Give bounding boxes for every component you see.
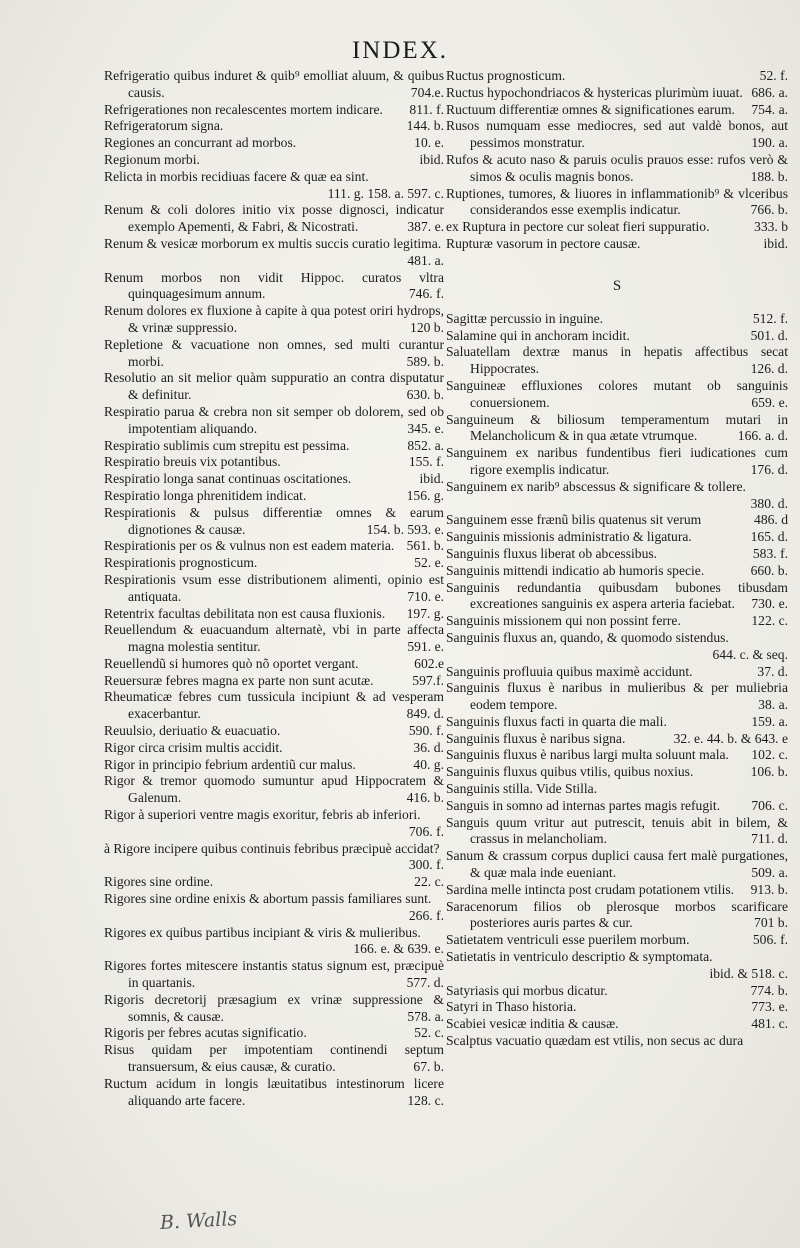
index-entry: [104, 118, 444, 135]
page-reference: 706. f.: [408, 823, 444, 839]
index-entry: [104, 622, 444, 656]
entry-text: Respirationis vsum esse distributionem alimenti, opinio est antiquata.: [104, 571, 444, 604]
page-reference: 102. c.: [751, 747, 788, 763]
index-entry: [446, 563, 788, 580]
index-entry: [104, 337, 444, 371]
page-reference: 686. a.: [751, 84, 788, 100]
index-entry: [104, 992, 444, 1026]
entry-text: Sanguineæ effluxiones colores mutant ob sanguinis conuersionem.: [446, 377, 788, 410]
entry-text: Sanguis quum vritur aut putrescit, tenuis abit in bilem, & crassus in melancholiam.: [446, 814, 788, 847]
index-entry: [446, 983, 788, 1000]
index-entry: [446, 118, 788, 152]
entry-text: Sanguinis fluxus è naribus signa.: [446, 730, 626, 746]
index-entry: [104, 807, 444, 841]
index-entry: [446, 546, 788, 563]
entry-text: Rigor & tremor quomodo sumuntur apud Hippocratem & Galenum.: [104, 773, 444, 806]
page-reference: 746. f.: [408, 286, 444, 302]
page-reference: 486. d: [754, 512, 788, 528]
page-reference: 481. a.: [407, 252, 444, 268]
index-entry: [446, 764, 788, 781]
page-reference: 852. a.: [407, 437, 444, 453]
page-reference: 166. e. & 639. e.: [353, 941, 444, 957]
index-entry: [446, 899, 788, 933]
index-entry: [446, 747, 788, 764]
page-reference: 506. f.: [752, 932, 788, 948]
index-entry: [446, 412, 788, 446]
entry-text: Rigores sine ordine enixis & abortum passis familiares sunt.: [104, 891, 432, 907]
left-column: [104, 68, 444, 1109]
right-column: [446, 68, 788, 1050]
page-reference: 120 b.: [410, 319, 444, 335]
entry-text: Rigor in principio febrium ardentiũ cur malus.: [104, 756, 356, 772]
entry-text: Regiones an concurrant ad morbos.: [104, 135, 297, 151]
entry-text: ex Ruptura in pectore cur soleat fieri suppuratio.: [446, 219, 710, 235]
index-entry: [104, 404, 444, 438]
page-reference: ibid.: [419, 471, 444, 487]
page-reference: 630. b.: [406, 387, 444, 403]
index-entry: [446, 630, 788, 664]
page-reference: ibid.: [763, 235, 788, 251]
index-entry: [104, 757, 444, 774]
entry-text: Respiratio parua & crebra non sit semper ob dolorem, sed ob impotentiam aliquando.: [104, 403, 444, 436]
entry-text: Sanguinis missionem qui non possint ferre.: [446, 613, 681, 629]
page-reference: 32. e. 44. b. & 643. e: [673, 730, 788, 746]
page-reference: 106. b.: [750, 764, 788, 780]
r-entries: [446, 68, 788, 253]
entry-text: Rigores sine ordine.: [104, 874, 214, 890]
index-entry: [446, 85, 788, 102]
entry-text: Saluatellam dextræ manus in hepatis affectibus secat Hippocrates.: [446, 344, 788, 377]
page-reference: 730. e.: [751, 596, 788, 612]
index-entry: [104, 135, 444, 152]
index-entry: [104, 673, 444, 690]
entry-text: Risus quidam per impotentiam continendi septum transuersum, & eius causæ, & curatio.: [104, 1042, 444, 1075]
page-reference: 37. d.: [757, 663, 788, 679]
index-entry: [104, 1042, 444, 1076]
index-entry: [446, 152, 788, 186]
entry-text: Satyriasis qui morbus dicatur.: [446, 982, 608, 998]
entry-text: Sanguinis stilla. Vide Stilla.: [446, 781, 598, 797]
index-entry: [446, 848, 788, 882]
page-reference: 159. a.: [751, 713, 788, 729]
entry-text: Scabiei vesicæ inditia & causæ.: [446, 1016, 619, 1032]
entry-text: Respirationis per os & vulnus non est eadem materia.: [104, 538, 395, 554]
index-entry: [104, 925, 444, 959]
page-reference: 122. c.: [751, 613, 788, 629]
index-entry: [446, 882, 788, 899]
entry-text: Retentrix facultas debilitata non est causa fluxionis.: [104, 605, 386, 621]
index-entry: [104, 572, 444, 606]
page-reference: 773. e.: [751, 999, 788, 1015]
page-reference: 706. c.: [751, 797, 788, 813]
index-entry: [446, 328, 788, 345]
page-reference: 701 b.: [754, 915, 788, 931]
entry-text: Sanguinem ex naribus fundentibus fieri iudicationes cum rigore exemplis indicatur.: [446, 445, 788, 477]
index-entry: [104, 656, 444, 673]
entry-text: Respirationis prognosticum.: [104, 555, 258, 571]
page-reference: 704.e.: [410, 84, 444, 100]
entry-text: Ruptiones, tumores, & liuores in inflammationib⁹ & vlceribus considerandos esse exemplis indicatur.: [446, 185, 788, 218]
entry-text: Saracenorum filios ob plerosque morbos scarificare posteriores auris partes & cur.: [446, 898, 788, 931]
page-reference: 774. b.: [750, 982, 788, 998]
entry-text: Satietatis in ventriculo descriptio & symptomata.: [446, 949, 713, 965]
index-entry: [446, 664, 788, 681]
page-reference: 165. d.: [750, 529, 788, 545]
page-reference: 154. b. 593. e.: [366, 521, 444, 537]
index-entry: [446, 999, 788, 1016]
entry-text: Repletione & vacuatione non omnes, sed multi curantur morbi.: [104, 336, 444, 369]
index-entry: [446, 949, 788, 983]
entry-text: Resolutio an sit melior quàm suppuratio an contra disputatur & definitur.: [104, 370, 444, 403]
entry-text: Rigoris per febres acutas significatio.: [104, 1025, 307, 1041]
page-reference: 38. a.: [758, 697, 788, 713]
entry-text: Rusos numquam esse mediocres, sed aut valdè bonos, aut pessimos monstratur.: [446, 118, 788, 151]
entry-text: Refrigerationes non recalescentes mortem indicare.: [104, 101, 383, 117]
entry-text: Ructuum differentiæ omnes & significationes earum.: [446, 101, 735, 117]
index-entry: [446, 714, 788, 731]
page-reference: 766. b.: [750, 202, 788, 218]
entry-text: Sanguinis redundantia quibusdam bubones tibusdam excreationes sanguinis ex aspera arteria faciebat.: [446, 579, 788, 612]
index-entry: [104, 505, 444, 539]
entry-text: Rupturæ vasorum in pectore causæ.: [446, 235, 641, 251]
page-reference: 111. g. 158. a. 597. c.: [327, 185, 444, 201]
page-reference: 166. a. d.: [737, 428, 788, 444]
entry-text: Ructum acidum in longis læuitatibus intestinorum licere aliquando arte facere.: [104, 1075, 444, 1108]
section-letter-s: S: [612, 277, 622, 294]
index-entry: [104, 303, 444, 337]
index-entry: [104, 555, 444, 572]
page-reference: 416. b.: [406, 790, 444, 806]
page-reference: ibid. & 518. c.: [709, 965, 788, 981]
page-reference: 512. f.: [752, 310, 788, 326]
page-reference: 156. g.: [406, 487, 444, 503]
page-reference: 67. b.: [413, 1059, 444, 1075]
entry-text: Sanguinis fluxus liberat ob abcessibus.: [446, 545, 658, 561]
entry-text: Rigor circa crisim multis accidit.: [104, 739, 283, 755]
page-reference: 561. b.: [406, 538, 444, 554]
page-reference: 811. f.: [409, 101, 444, 117]
page-reference: 190. a.: [751, 135, 788, 151]
index-entry: [104, 689, 444, 723]
index-entry: [104, 606, 444, 623]
entry-text: Sanguis in somno ad internas partes magis refugit.: [446, 797, 721, 813]
index-entry: [104, 270, 444, 304]
entry-text: Satyri in Thaso historia.: [446, 999, 577, 1015]
entry-text: Refrigeratio quibus induret & quib⁹ emolliat aluum, & quibus causis.: [104, 68, 444, 100]
page-reference: 345. e.: [407, 420, 444, 436]
entry-text: Renum dolores ex fluxione à capite à qua potest oriri hydrops, & vrinæ suppressio.: [104, 303, 444, 335]
page-reference: 578. a.: [407, 1008, 444, 1024]
index-entry: [104, 891, 444, 925]
index-entry: [446, 781, 788, 798]
index-entry: [104, 202, 444, 236]
index-entry: [446, 512, 788, 529]
page-reference: 266. f.: [408, 907, 444, 923]
entry-text: Relicta in morbis recidiuas facere & quæ ea sint.: [104, 168, 369, 184]
entry-text: Respiratio longa sanat continuas oscitationes.: [104, 471, 352, 487]
page-reference: 591. e.: [407, 639, 444, 655]
page-reference: 10. e.: [414, 135, 444, 151]
entry-text: Sanguinis fluxus è naribus in mulieribus & per muliebria eodem tempore.: [446, 680, 788, 713]
entry-text: Sanguinem esse frænũ bilis quatenus sit verum: [446, 512, 702, 528]
entry-text: Sardina melle intincta post crudam potationem vtilis.: [446, 881, 735, 897]
entry-text: Rigor à superiori ventre magis exoritur, febris ab inferiori.: [104, 807, 421, 823]
entry-text: Respiratio longa phrenitidem indicat.: [104, 487, 307, 503]
page-reference: 197. g.: [406, 605, 444, 621]
entry-text: Regionum morbi.: [104, 151, 200, 167]
page-reference: 333. b: [754, 219, 788, 235]
entry-text: Respiratio breuis vix potantibus.: [104, 454, 281, 470]
page-reference: 126. d.: [750, 361, 788, 377]
index-entry: [446, 529, 788, 546]
page-reference: 128. c.: [407, 1092, 444, 1108]
page-reference: 188. b.: [750, 168, 788, 184]
index-entry: [446, 1033, 788, 1050]
index-entry: [104, 102, 444, 119]
index-entry: [446, 479, 788, 513]
index-entry: [104, 370, 444, 404]
index-entry: [104, 454, 444, 471]
index-entry: [104, 236, 444, 270]
entry-text: Renum & coli dolores initio vix posse dignosci, indicatur exemplo Apementi, & Fabri, & Nicostrati.: [104, 202, 444, 235]
index-entry: [104, 874, 444, 891]
entry-text: à Rigore incipere quibus continuis febribus præcipuè accidat?: [104, 840, 440, 856]
entry-text: Rheumaticæ febres cum tussicula incipiunt & ad vesperam exacerbantur.: [104, 689, 444, 722]
entry-text: Rigoris decretorij præsagium ex vrinæ suppressione & somnis, & causæ.: [104, 991, 444, 1024]
entry-text: Rigores ex quibus partibus incipiant & viris & mulieribus.: [104, 924, 421, 940]
entry-text: Sagittæ percussio in inguine.: [446, 310, 604, 326]
index-entry: [104, 773, 444, 807]
index-entry: [446, 580, 788, 614]
page-reference: 52. f.: [759, 68, 788, 83]
entry-text: Reuulsio, deriuatio & euacuatio.: [104, 723, 281, 739]
page-reference: 583. f.: [752, 545, 788, 561]
page-reference: 387. e.: [407, 219, 444, 235]
index-entry: [446, 186, 788, 220]
index-entry: [446, 219, 788, 236]
index-entry: [446, 798, 788, 815]
page-reference: 754. a.: [751, 101, 788, 117]
index-entry: [104, 438, 444, 455]
page-reference: 913. b.: [750, 881, 788, 897]
index-entry: [446, 731, 788, 748]
index-entry: [104, 68, 444, 102]
page-reference: 660. b.: [750, 562, 788, 578]
page-reference: 590. f.: [408, 723, 444, 739]
index-entry: [446, 613, 788, 630]
index-entry: [446, 311, 788, 328]
page-reference: 659. e.: [751, 394, 788, 410]
entry-text: Sanguinis fluxus è naribus largi multa soluunt mala.: [446, 747, 729, 763]
index-entry: [104, 488, 444, 505]
index-entry: [446, 932, 788, 949]
entry-text: Sanguinis fluxus facti in quarta die mali.: [446, 713, 667, 729]
entry-text: Rigores fortes mitescere instantis status signum est, præcipuè in quartanis.: [104, 958, 444, 991]
entry-text: Sanguineum & biliosum temperamentum mutari in Melancholicum & in qua ætate vtrumque.: [446, 411, 788, 444]
page-reference: 52. c.: [414, 1025, 444, 1041]
index-entry: [104, 841, 444, 875]
index-entry: [104, 723, 444, 740]
page-reference: 849. d.: [406, 706, 444, 722]
s-entries: [446, 311, 788, 1050]
page-reference: 176. d.: [750, 461, 788, 477]
page-reference: 602.e: [414, 655, 444, 671]
entry-text: Renum & vesicæ morborum ex multis succis curatio legitima.: [104, 235, 442, 251]
page-title: INDEX.: [351, 37, 448, 64]
index-entry: [104, 538, 444, 555]
entry-text: Renum morbos non vidit Hippoc. curatos vltra quinquagesimum annum.: [104, 269, 444, 302]
entry-text: Sanum & crassum corpus duplici causa fert malè purgationes, & quæ mala inde eueniant.: [446, 848, 788, 881]
page-reference: 589. b.: [406, 353, 444, 369]
entry-text: Ructus prognosticum.: [446, 68, 566, 83]
index-entry: [446, 236, 788, 253]
page-reference: 155. f.: [408, 454, 444, 470]
entry-text: Scalptus vacuatio quædam est vtilis, non secus ac dura: [446, 1033, 744, 1049]
entry-text: Respiratio sublimis cum strepitu est pessima.: [104, 437, 350, 453]
index-entry: [446, 68, 788, 85]
index-entry: [446, 102, 788, 119]
page-reference: 144. b.: [406, 118, 444, 134]
page-reference: 380. d.: [750, 495, 788, 511]
entry-text: Sanguinis fluxus quibus vtilis, quibus noxius.: [446, 764, 694, 780]
page-reference: 577. d.: [406, 975, 444, 991]
entry-text: Reuellendũ si humores quò nõ oportet vergant.: [104, 655, 359, 671]
entry-text: Rufos & acuto naso & paruis oculis prauos esse: rufos verò & simos & oculis magnis bonos.: [446, 151, 788, 184]
index-entry: [446, 445, 788, 479]
entry-text: Reuersuræ febres magna ex parte non sunt acutæ.: [104, 672, 374, 688]
index-entry: [446, 815, 788, 849]
entry-text: Sanguinis profluuia quibus maximè accidunt.: [446, 663, 693, 679]
index-entry: [104, 169, 444, 203]
page-reference: 710. e.: [407, 588, 444, 604]
entry-text: Salamine qui in anchoram incidit.: [446, 327, 630, 343]
page-reference: 22. c.: [414, 874, 444, 890]
entry-text: Sanguinis missionis administratio & ligatura.: [446, 529, 692, 545]
entry-text: Sanguinis mittendi indicatio ab humoris specie.: [446, 562, 705, 578]
page-reference: 597.f.: [412, 672, 444, 688]
owner-signature: B. Walls: [159, 1207, 238, 1235]
entry-text: Ructus hypochondriacos & hystericas plurimùm iuuat.: [446, 84, 743, 100]
page-reference: 644. c. & seq.: [712, 646, 788, 662]
index-entry: [104, 958, 444, 992]
index-entry: [446, 680, 788, 714]
page-reference: 509. a.: [751, 865, 788, 881]
page-reference: 481. c.: [751, 1016, 788, 1032]
page-reference: 52. e.: [414, 555, 444, 571]
page-reference: 36. d.: [413, 739, 444, 755]
entry-text: Reuellendum & euacuandum alternatè, vbi in parte affecta magna molestia sentitur.: [104, 622, 444, 655]
index-entry: [104, 740, 444, 757]
index-entry: [104, 1025, 444, 1042]
index-entry: [446, 344, 788, 378]
entry-text: Satietatem ventriculi esse puerilem morbum.: [446, 932, 690, 948]
entry-text: Refrigeratorum signa.: [104, 118, 224, 134]
index-entry: [104, 1076, 444, 1110]
page-reference: 711. d.: [751, 831, 788, 847]
page-reference: 501. d.: [750, 327, 788, 343]
entry-text: Respirationis & pulsus differentiæ omnes & earum dignotiones & causæ.: [104, 504, 444, 537]
index-entry: [446, 1016, 788, 1033]
page-reference: ibid.: [419, 151, 444, 167]
index-entry: [446, 378, 788, 412]
entry-text: Sanguinis fluxus an, quando, & quomodo sistendus.: [446, 629, 729, 645]
entry-text: Sanguinem ex narib⁹ abscessus & significare & tollere.: [446, 478, 746, 494]
index-entry: [104, 471, 444, 488]
page-reference: 300. f.: [408, 857, 444, 873]
page-reference: 40. g.: [413, 756, 444, 772]
index-entry: [104, 152, 444, 169]
